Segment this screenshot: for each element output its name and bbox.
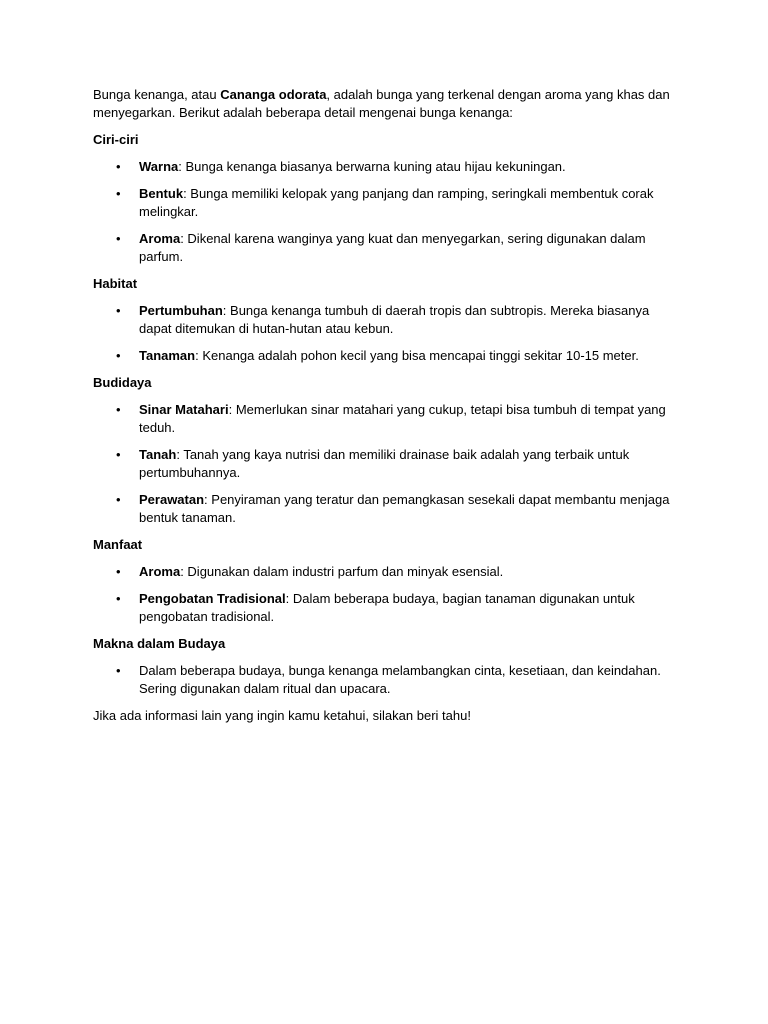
item-term: Pertumbuhan (139, 303, 223, 318)
section-list-manfaat (93, 563, 683, 626)
item-term: Pengobatan Tradisional (139, 591, 286, 606)
bullet-icon: • (116, 591, 121, 606)
scientific-name: Cananga odorata (220, 87, 327, 102)
bullet-icon: • (116, 402, 121, 417)
list-item (93, 347, 683, 365)
item-text: : Digunakan dalam industri parfum dan minyak esensial. (180, 564, 504, 579)
closing-paragraph: Jika ada informasi lain yang ingin kamu ketahui, silakan beri tahu! (93, 708, 471, 723)
section-heading-budidaya: Budidaya (93, 375, 152, 390)
item-term: Sinar Matahari (139, 402, 229, 417)
list-item (93, 446, 683, 482)
item-text: : Penyiraman yang teratur dan pemangkasan sesekali dapat membantu menjaga bentuk tanaman. (139, 492, 670, 525)
list-item (93, 590, 683, 626)
item-term: Aroma (139, 231, 181, 246)
section-list-budidaya (93, 401, 683, 527)
bullet-icon: • (116, 186, 121, 201)
document-body (93, 86, 683, 725)
bullet-icon: • (116, 303, 121, 318)
item-text: : Bunga kenanga biasanya berwarna kuning atau hijau kekuningan. (178, 159, 566, 174)
item-text: : Bunga memiliki kelopak yang panjang dan ramping, seringkali membentuk corak melingkar. (139, 186, 654, 219)
item-text: Dalam beberapa budaya, bunga kenanga melambangkan cinta, kesetiaan, dan keindahan. Sering digunakan dalam ritual dan upacara. (139, 663, 661, 696)
section-list-makna-dalam-budaya (93, 662, 683, 698)
section-heading-habitat: Habitat (93, 276, 138, 291)
list-item (93, 491, 683, 527)
item-term: Bentuk (139, 186, 184, 201)
intro-text-end: , adalah bunga yang terkenal dengan aroma yang khas dan menyegarkan. Berikut adalah beberapa detail mengenai bunga kenanga: (93, 87, 670, 120)
item-term: Tanaman (139, 348, 196, 363)
section-list-habitat (93, 302, 683, 365)
bullet-icon: • (116, 564, 121, 579)
bullet-icon: • (116, 231, 121, 246)
item-term: Tanah (139, 447, 177, 462)
intro-paragraph (93, 86, 683, 122)
list-item (93, 158, 683, 176)
item-text: : Dalam beberapa budaya, bagian tanaman digunakan untuk pengobatan tradisional. (139, 591, 635, 624)
item-term: Perawatan (139, 492, 205, 507)
list-item (93, 401, 683, 437)
bullet-icon: • (116, 348, 121, 363)
section-list-ciri-ciri (93, 158, 683, 266)
item-term: Aroma (139, 564, 181, 579)
list-item (93, 662, 683, 698)
list-item (93, 230, 683, 266)
list-item (93, 302, 683, 338)
item-text: : Tanah yang kaya nutrisi dan memiliki drainase baik adalah yang terbaik untuk pertumbuhannya. (139, 447, 630, 480)
bullet-icon: • (116, 492, 121, 507)
section-heading-makna-dalam-budaya: Makna dalam Budaya (93, 636, 226, 651)
item-text: : Bunga kenanga tumbuh di daerah tropis dan subtropis. Mereka biasanya dapat ditemukan di hutan-hutan atau kebun. (139, 303, 650, 336)
bullet-icon: • (116, 447, 121, 462)
bullet-icon: • (116, 663, 121, 678)
list-item (93, 185, 683, 221)
section-heading-manfaat: Manfaat (93, 537, 143, 552)
item-text: : Memerlukan sinar matahari yang cukup, tetapi bisa tumbuh di tempat yang teduh. (139, 402, 666, 435)
item-term: Warna (139, 159, 179, 174)
section-heading-ciri-ciri: Ciri-ciri (93, 132, 139, 147)
item-text: : Dikenal karena wanginya yang kuat dan menyegarkan, sering digunakan dalam parfum. (139, 231, 646, 264)
list-item (93, 563, 683, 581)
intro-text-start: Bunga kenanga, atau (93, 87, 221, 102)
item-text: : Kenanga adalah pohon kecil yang bisa mencapai tinggi sekitar 10-15 meter. (195, 348, 639, 363)
bullet-icon: • (116, 159, 121, 174)
